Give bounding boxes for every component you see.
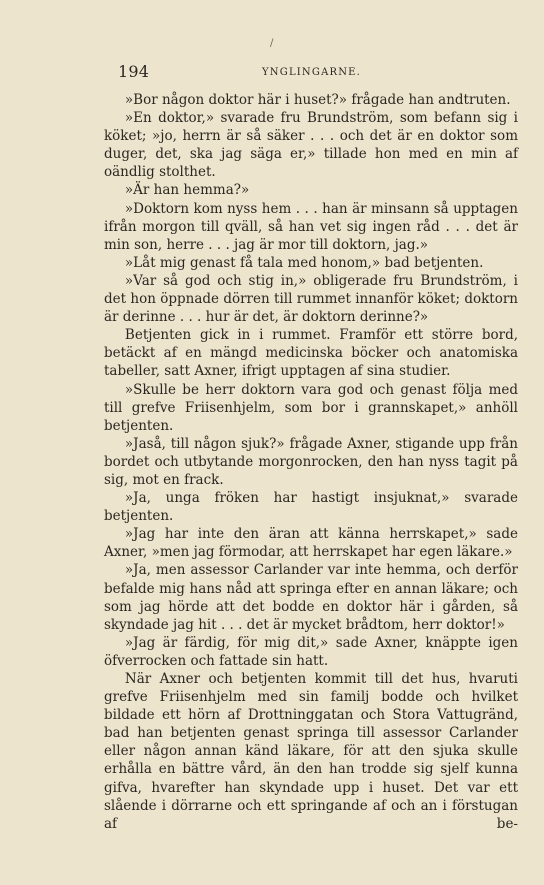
paragraph: »Ja, unga fröken har hastigt insjuknat,» svarade betjenten. [104,490,518,525]
paragraph: Betjenten gick in i rummet. Framför ett större bord, betäckt af en mängd medicinska böcker och anatomiska tabeller, satt Axner, ifrigt upptagen af sina studier. [104,327,518,380]
paragraph: »Jaså, till någon sjuk?» frågade Axner, stigande upp från bordet och utbytande morgonrocken, den han nyss tagit på sig, mot en frack. [104,435,518,488]
paragraph: »Jag har inte den äran att känna herrskapet,» sade Axner, »men jag förmodar, att herrskapet har egen läkare.» [104,526,518,561]
paragraph: »Var så god och stig in,» obligerade fru Brundström, i det hon öppnade dörren till rummet innanför köket; doktorn är derinne . . . hur är det, är doktorn derinne?» [104,272,518,326]
running-head: YNGLINGARNE. [262,67,362,78]
paragraph: »Skulle be herr doktorn vara god och genast följa med till grefve Friisenhjelm, som bor i grannskapet,» anhöll betjenten. [104,381,518,434]
body-text [104,91,518,833]
paragraph: »En doktor,» svarade fru Brundström, som befann sig i köket; »jo, herrn är så säker . . . och det är en doktor som duger, det, ska jag säga er,» tillade hon med en min af oändlig stolthet. [104,110,518,181]
paragraph: När Axner och betjenten kommit till det hus, hvaruti grefve Friisenhjelm med sin familj bodde och hvilket bildade ett hörn af Drottninggatan och Stora Vattugränd, bad han betjenten genast springa till assessor Carlander eller någon annan känd läkare, för att den sjuka skulle erhålla en bättre vård, än den han trodde sig sjelf kunna gifva, hvarefter han skyndade upp i huset. Det var ett slående i dörrarne och ett springande af och an i förstugan af be- [104,671,518,832]
page-header [104,58,518,82]
paragraph: »Låt mig genast få tala med honom,» bad betjenten. [124,254,484,271]
page-mark: / [270,38,274,49]
paragraph: »Ja, men assessor Carlander var inte hemma, och derför befalde mig hans nåd att springa efter en annan läkare; och som jag hörde att det bodde en doktor här i gården, så skyndade jag hit . . . det är mycket brådtom, herr doktor!» [104,562,518,633]
paragraph: »Är han hemma?» [124,182,250,199]
paragraph: »Jag är färdig, för mig dit,» sade Axner, knäppte igen öfverrocken och fattade sin hatt. [104,634,518,669]
paragraph: »Doktorn kom nyss hem . . . han är minsann så upptagen ifrån morgon till qväll, så han vet sig ingen råd . . . det är min son, herre . . . jag är mor till doktorn, jag.» [104,200,518,253]
paragraph: »Bor någon doktor här i huset?» frågade han andtruten. [124,92,511,108]
page-number: 194 [118,62,150,81]
